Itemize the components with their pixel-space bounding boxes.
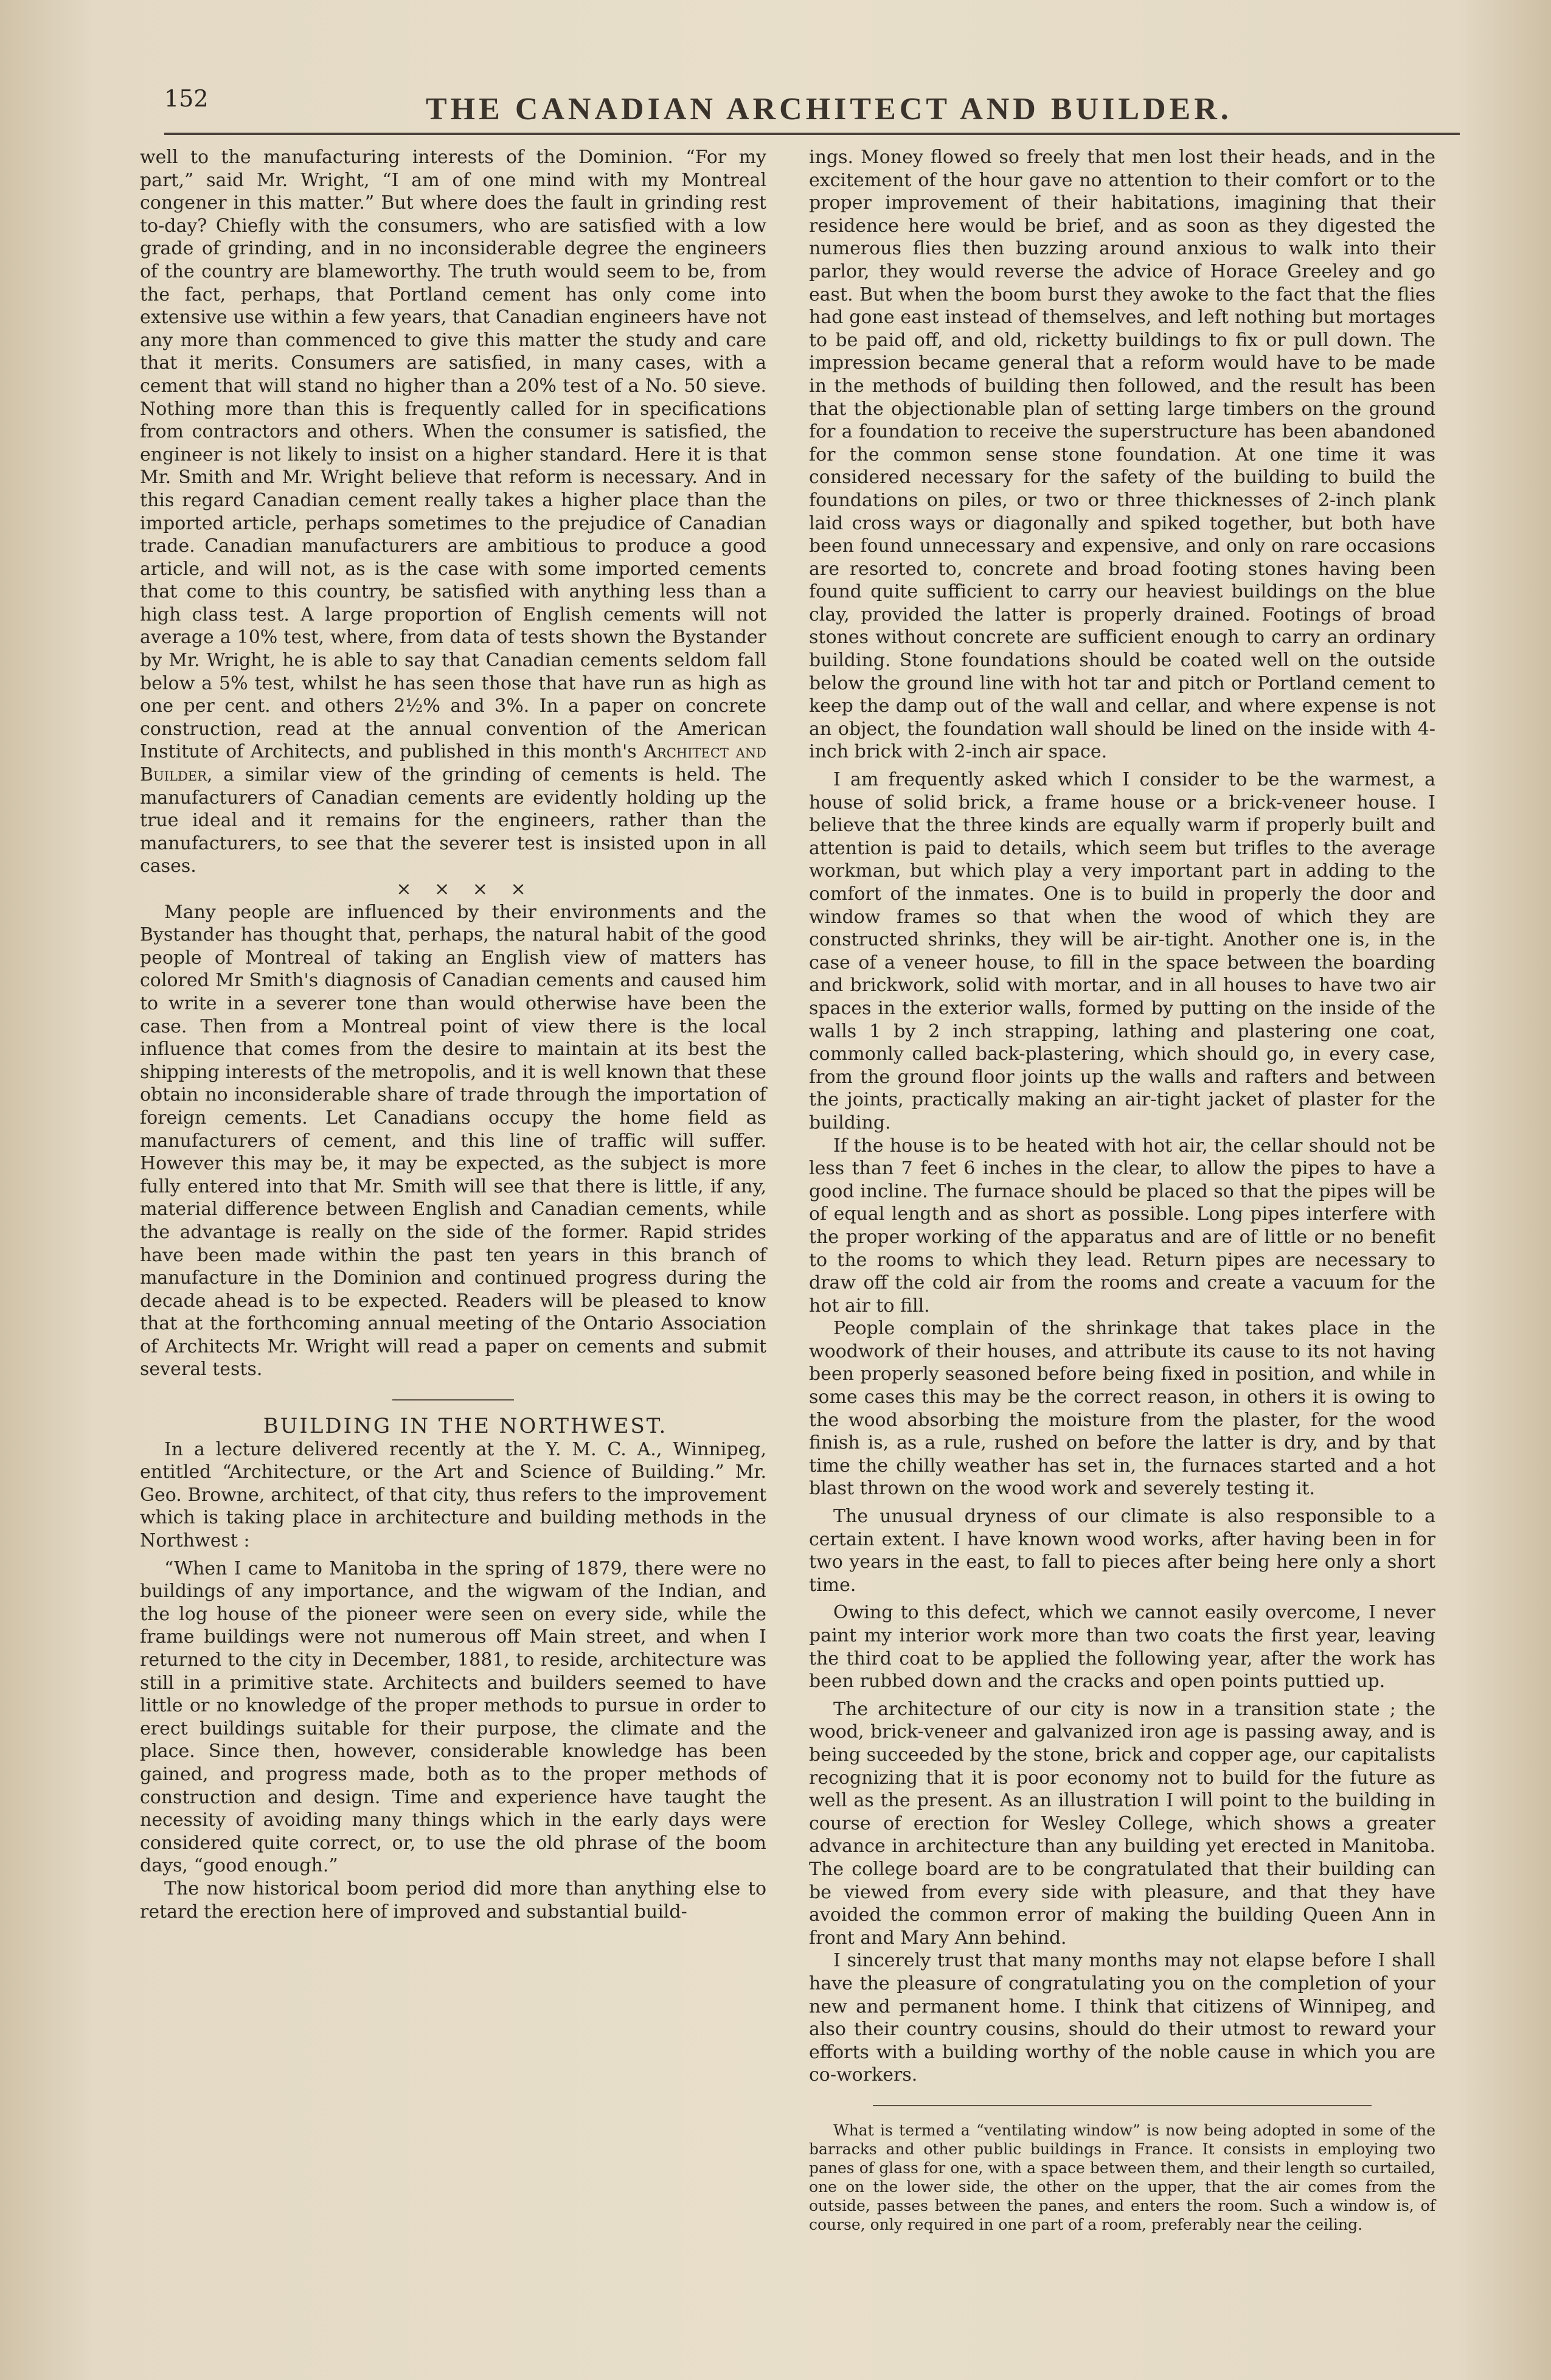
- boom-paragraph: The now historical boom period did more than anything else to retard the erection here of improved and substantial build-: [140, 1877, 766, 1922]
- left-column: [140, 146, 766, 1923]
- closing-paragraph: I sincerely trust that many months may not elapse before I shall have the pleasure of congratulating you on the completion of your new and permanent home. I think that citizens of Winnipeg, and also their country cousins, should do their utmost to reward your efforts with a building worthy of the noble cause in which you are co-workers.: [809, 1950, 1435, 2086]
- journal-name-smallcaps: Architect and Builder: [140, 741, 766, 786]
- warmest-house-paragraph: I am frequently asked which I consider to be the warmest, a house of solid brick, a frame house or a brick-veneer house. I believe that the three kinds are equally warm if properly built and attention is paid to details, which seem but trifles to the average workman, but which play a very important part in adding to the comfort of the inmates. One is to build in properly the door and window frames so that when the wood of which they are constructed shrinks, they will be air-tight. Another one is, in the case of a veneer house, to fill in the space between the boarding and brickwork, solid with mortar, and in all houses to have two air spaces in the exterior walls, formed by putting on the inside of the walls 1 by 2 inch strapping, lathing and plastering one coat, commonly called back-plastering, which should go, in every case, from the ground floor joints up the walls and rafters and between the joints, practically making an air-tight jacket of plaster for the building.: [809, 769, 1435, 1133]
- page-number: 152: [164, 85, 209, 112]
- hot-air-paragraph: If the house is to be heated with hot air, the cellar should not be less than 7 feet 6 inches in the clear, to allow the pipes to have a good incline. The furnace should be placed so that the pipes will be of equal length and as short as possible. Long pipes interfere with the proper working of the apparatus and are of little or no benefit to the rooms to which they lead. Return pipes are necessary to draw off the cold air from the rooms and create a vacuum for the hot air to fill.: [809, 1135, 1435, 1317]
- painting-paragraph: Owing to this defect, which we cannot easily overcome, I never paint my interior work more than two coats the first year, leaving the third coat to be applied the following year, after the work has been rubbed down and the cracks and open points puttied up.: [809, 1602, 1435, 1693]
- section-separator: × × × ×: [396, 879, 535, 900]
- manitoba-quote-paragraph: “When I came to Manitoba in the spring of 1879, there were no buildings of any importance, and the wigwam of the Indian, and the log house of the pioneer were seen on every side, while the frame buildings were not numerous off Main street, and when I returned to the city in December, 1881, to reside, architecture was still in a primitive state. Architects and builders seemed to have little or no knowledge of the proper methods to pursue in order to erect buildings suitable for their purpose, the climate and the place. Since then, however, considerable knowledge has been gained, and progress made, both as to the proper methods of construction and design. Time and experience have taught the necessity of avoiding many things which in the early days were considered quite correct, or, to use the old phrase of the boom days, “good enough.”: [140, 1557, 766, 1877]
- section-heading: BUILDING IN THE NORTHWEST.: [263, 1414, 668, 1439]
- dryness-paragraph: The unusual dryness of our climate is also responsible to a certain extent. I have known wood works, after having been in for two years in the east, to fall to pieces after being here only a short time.: [809, 1506, 1435, 1596]
- running-head: [164, 85, 1460, 134]
- environments-paragraph: Many people are influenced by their environments and the Bystander has thought that, perhaps, the natural habit of the good people of Montreal of taking an English view of matters has colored Mr Smith's diagnosis of Canadian cements and caused him to write in a severer tone than would otherwise have been the case. Then from a Montreal point of view there is the local influence that comes from the desire to maintain at its best the shipping interests of the metropolis, and it is well known that these obtain no inconsiderable share of trade through the importation of foreign cements. Let Canadians occupy the home field as manufacturers of cement, and this line of traffic will suffer. However this may be, it may be expected, as the subject is more fully entered into that Mr. Smith will see that there is little, if any, material difference between English and Canadian cements, while the advantage is really on the side of the former. Rapid strides have been made within the past ten years in this branch of manufacture in the Dominion and continued progress during the decade ahead is to be expected. Readers will be pleased to know that at the forthcoming annual meeting of the Ontario Association of Architects Mr. Wright will read a paper on cements and submit several tests.: [140, 901, 766, 1380]
- cement-paragraph: [140, 146, 766, 878]
- lecture-paragraph: In a lecture delivered recently at the Y. M. C. A., Winnipeg, entitled “Architecture, or the Art and Science of Building.” Mr. Geo. Browne, architect, of that city, thus refers to the improvement which is taking place in architecture and building methods in the Northwest :: [140, 1438, 766, 1552]
- cement-paragraph-text: well to the manufacturing interests of the Dominion. “For my part,” said Mr. Wright, “I am of one mind with my Montreal congener in this matter.” But where does the fault in grinding rest to-day? Chiefly with the consumers, who are satisfied with a low grade of grinding, and in no inconsiderable degree the engineers of the country are blameworthy. The truth would seem to be, from the fact, perhaps, that Portland cement has only come into extensive use within a few years, that Canadian engineers have not any more than commenced to give this matter the study and care that it merits. Consumers are satisfied, in many cases, with a cement that will stand no higher than a 20% test of a No. 50 sieve. Nothing more than this is frequently called for in specifications from contractors and others. When the consumer is satisfied, the engineer is not likely to insist on a higher standard. Here it is that Mr. Smith and Mr. Wright believe that reform is necessary. And in this regard Canadian cement really takes a higher place than the imported article, perhaps sometimes to the prejudice of Canadian trade. Canadian manufacturers are ambitious to produce a good article, and will not, as is the case with some imported cements that come to this country, be satisfied with anything less than a high class test. A large proportion of English cements will not average a 10% test, where, from data of tests shown the Bystander by Mr. Wright, he is able to say that Canadian cements seldom fall below a 5% test, whilst he has seen those that have run as high as one per cent. and others 2½% and 3%. In a paper on concrete construction, read at the annual convention of the American Institute of Architects, and published in this month's: [140, 147, 766, 763]
- header-rule: [164, 133, 1460, 135]
- section-rule: [392, 1399, 514, 1401]
- architecture-paragraph: The architecture of our city is now in a transition state ; the wood, brick-veneer and galvanized iron age is passing away, and is being succeeded by the stone, brick and copper age, our capitalists recognizing that it is poor economy not to build for the future as well as the present. As an illustration I will point to the building in course of erection for Wesley College, which shows a greater advance in architecture than any building yet erected in Manitoba. The college board are to be congratulated that their building can be viewed from every side with pleasure, and that they have avoided the common error of making the building Queen Ann in front and Mary Ann behind.: [809, 1698, 1435, 1949]
- right-column: [809, 146, 1435, 2234]
- journal-title: THE CANADIAN ARCHITECT AND BUILDER.: [426, 92, 1232, 127]
- shrinkage-paragraph: People complain of the shrinkage that takes place in the woodwork of their houses, and attribute its cause to its not having been properly seasoned before being fixed in position, and while in some cases this may be the correct reason, in others it is owing to the wood absorbing the moisture from the plaster, for the wood finish is, as a rule, rushed on before the latter is dry, and by that time the chilly weather has set in, the furnaces started and a hot blast thrown on the wood work and severely testing it.: [809, 1318, 1435, 1500]
- cement-paragraph-end: , a similar view of the grinding of cements is held. The manufacturers of Canadian cements are evidently holding up the true ideal and it remains for the engineers, rather than the manufacturers, to see that the severer test is insisted upon in all cases.: [140, 764, 766, 877]
- ventilating-window-note: What is termed a “ventilating window” is now being adopted in some of the barracks and other public buildings in France. It consists in employing two panes of glass for one, with a space between them, and their length so curtailed, one on the lower side, the other on the upper, that the air comes from the outside, passes between the panes, and enters the room. Such a window is, of course, only required in one part of a room, preferably near the ceiling.: [809, 2121, 1435, 2233]
- footnote-rule: [873, 2105, 1372, 2106]
- foundations-paragraph: ings. Money flowed so freely that men lost their heads, and in the excitement of the hour gave no attention to their comfort or to the proper improvement of their habitations, imagining that their residence here would be brief, and as soon as they digested the numerous flies then buzzing around anxious to walk into their parlor, they would reverse the advice of Horace Greeley and go east. But when the boom burst they awoke to the fact that the flies had gone east instead of themselves, and left nothing but mortages to be paid off, and old, ricketty buildings to fix or pull down. The impression became general that a reform would have to be made in the methods of building then followed, and the result has been that the objectionable plan of setting large timbers on the ground for a foundation to receive the superstructure has been abandoned for the common sense stone foundation. At one time it was considered necessary for the safety of the building to build the foundations on piles, or two or three thicknesses of 2-inch plank laid cross ways or diagonally and spiked together, but both have been found unnecessary and expensive, and only on rare occasions are resorted to, concrete and broad footing stones having been found quite sufficient to carry our heaviest buildings on the blue clay, provided the latter is properly drained. Footings of broad stones without concrete are sufficient enough to carry an ordinary building. Stone foundations should be coated well on the outside below the ground line with hot tar and pitch or Portland cement to keep the damp out of the wall and cellar, and where expense is not an object, the foundation wall should be lined on the inside with 4-inch brick with 2-inch air space.: [809, 147, 1435, 763]
